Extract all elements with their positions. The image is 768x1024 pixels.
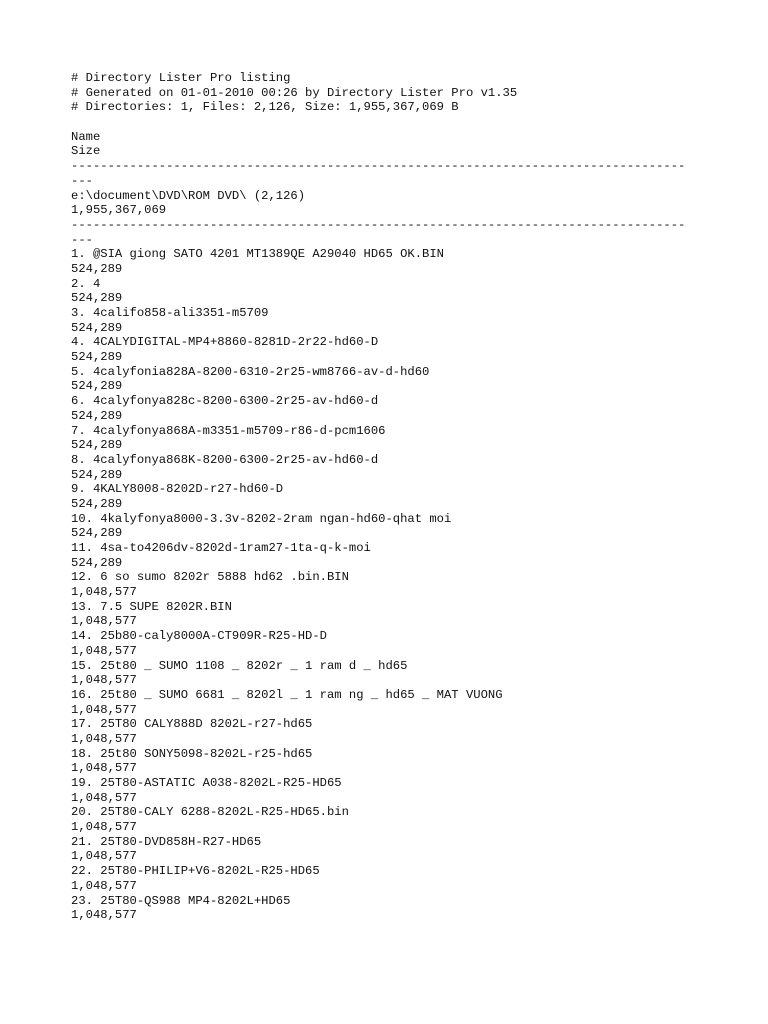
- generated-info-comment: # Generated on 01-01-2010 00:26 by Directory Lister Pro v1.35: [71, 85, 518, 100]
- file-entry-name: 17. 25T80 CALY888D 8202L-r27-hd65: [71, 717, 313, 732]
- file-entry-name: 13. 7.5 SUPE 8202R.BIN: [71, 599, 232, 614]
- file-entry-size: 524,289: [71, 496, 123, 511]
- file-entry-name: 19. 25T80-ASTATIC A038-8202L-R25-HD65: [71, 776, 342, 790]
- directory-listing-document: [71, 71, 711, 923]
- file-entry-size: 524,289: [71, 438, 123, 453]
- file-entry-size: 1,048,577: [71, 878, 137, 893]
- file-entry-size: 1,048,577: [71, 731, 137, 746]
- file-entry-size: 524,289: [71, 526, 123, 541]
- file-entry-size: 1,048,577: [71, 673, 137, 688]
- file-entry-size: 524,289: [71, 379, 123, 394]
- file-entry-size: 524,289: [71, 555, 123, 570]
- file-list: [71, 247, 711, 923]
- separator-line: ------------------------------------------------------------------------------------: [71, 159, 686, 174]
- file-entry-size: 524,289: [71, 467, 123, 482]
- file-entry-size: 1,048,577: [71, 643, 137, 658]
- column-header-name: Name: [71, 129, 101, 144]
- directory-size: 1,955,367,069: [71, 203, 167, 218]
- file-entry-name: 23. 25T80-QS988 MP4-8202L+HD65: [71, 893, 291, 908]
- file-entry-size: 1,048,577: [71, 790, 137, 805]
- file-entry-size: 1,048,577: [71, 761, 137, 776]
- separator-line-wrap: ---: [71, 173, 93, 188]
- file-entry-name: 5. 4calyfonia828A-8200-6310-2r25-wm8766-av-d-hd60: [71, 364, 430, 379]
- listing-title-comment: # Directory Lister Pro listing: [71, 71, 291, 85]
- file-entry-name: 6. 4calyfonya828c-8200-6300-2r25-av-hd60-d: [71, 394, 379, 409]
- column-header-size: Size: [71, 144, 101, 159]
- file-entry-name: 2. 4: [71, 276, 101, 291]
- file-entry-name: 16. 25t80 _ SUMO 6681 _ 8202l _ 1 ram ng _ hd65 _ MAT VUONG: [71, 687, 503, 702]
- file-entry-size: 1,048,577: [71, 585, 137, 600]
- file-entry-name: 8. 4calyfonya868K-8200-6300-2r25-av-hd60-d: [71, 452, 379, 467]
- file-entry-size: 524,289: [71, 261, 123, 276]
- file-entry-name: 22. 25T80-PHILIP+V6-8202L-R25-HD65: [71, 864, 320, 879]
- file-entry-size: 1,048,577: [71, 820, 137, 835]
- file-entry-size: 524,289: [71, 408, 123, 423]
- file-entry-name: 20. 25T80-CALY 6288-8202L-R25-HD65.bin: [71, 805, 349, 820]
- file-entry-name: 15. 25t80 _ SUMO 1108 _ 8202r _ 1 ram d _ hd65: [71, 658, 408, 673]
- blank-line: [71, 115, 711, 130]
- file-entry-size: 524,289: [71, 320, 123, 335]
- directory-path: e:\document\DVD\ROM DVD\ (2,126): [71, 188, 306, 203]
- file-entry-name: 10. 4kalyfonya8000-3.3v-8202-2ram ngan-hd60-qhat moi: [71, 511, 452, 526]
- file-entry-name: 4. 4CALYDIGITAL-MP4+8860-8281D-2r22-hd60-D: [71, 335, 379, 350]
- file-entry-size: 1,048,577: [71, 849, 137, 864]
- file-entry-name: 9. 4KALY8008-8202D-r27-hd60-D: [71, 482, 284, 497]
- file-entry-size: 1,048,577: [71, 908, 137, 923]
- file-entry-size: 1,048,577: [71, 702, 137, 717]
- file-entry-name: 21. 25T80-DVD858H-R27-HD65: [71, 834, 262, 849]
- separator-line-wrap: ---: [71, 232, 93, 247]
- file-entry-name: 1. @SIA giong SATO 4201 MT1389QE A29040 HD65 OK.BIN: [71, 247, 444, 262]
- file-entry-name: 11. 4sa-to4206dv-8202d-1ram27-1ta-q-k-moi: [71, 541, 371, 555]
- file-entry-name: 3. 4califo858-ali3351-m5709: [71, 306, 269, 320]
- file-entry-name: 18. 25t80 SONY5098-8202L-r25-hd65: [71, 746, 313, 761]
- separator-line: ------------------------------------------------------------------------------------: [71, 217, 686, 232]
- file-entry-size: 1,048,577: [71, 614, 137, 629]
- summary-comment: # Directories: 1, Files: 2,126, Size: 1,955,367,069 B: [71, 100, 459, 115]
- file-entry-size: 524,289: [71, 291, 123, 306]
- file-entry-name: 14. 25b80-caly8000A-CT909R-R25-HD-D: [71, 629, 327, 644]
- file-entry-name: 7. 4calyfonya868A-m3351-m5709-r86-d-pcm1606: [71, 423, 386, 438]
- file-entry-size: 524,289: [71, 350, 123, 365]
- file-entry-name: 12. 6 so sumo 8202r 5888 hd62 .bin.BIN: [71, 570, 349, 585]
